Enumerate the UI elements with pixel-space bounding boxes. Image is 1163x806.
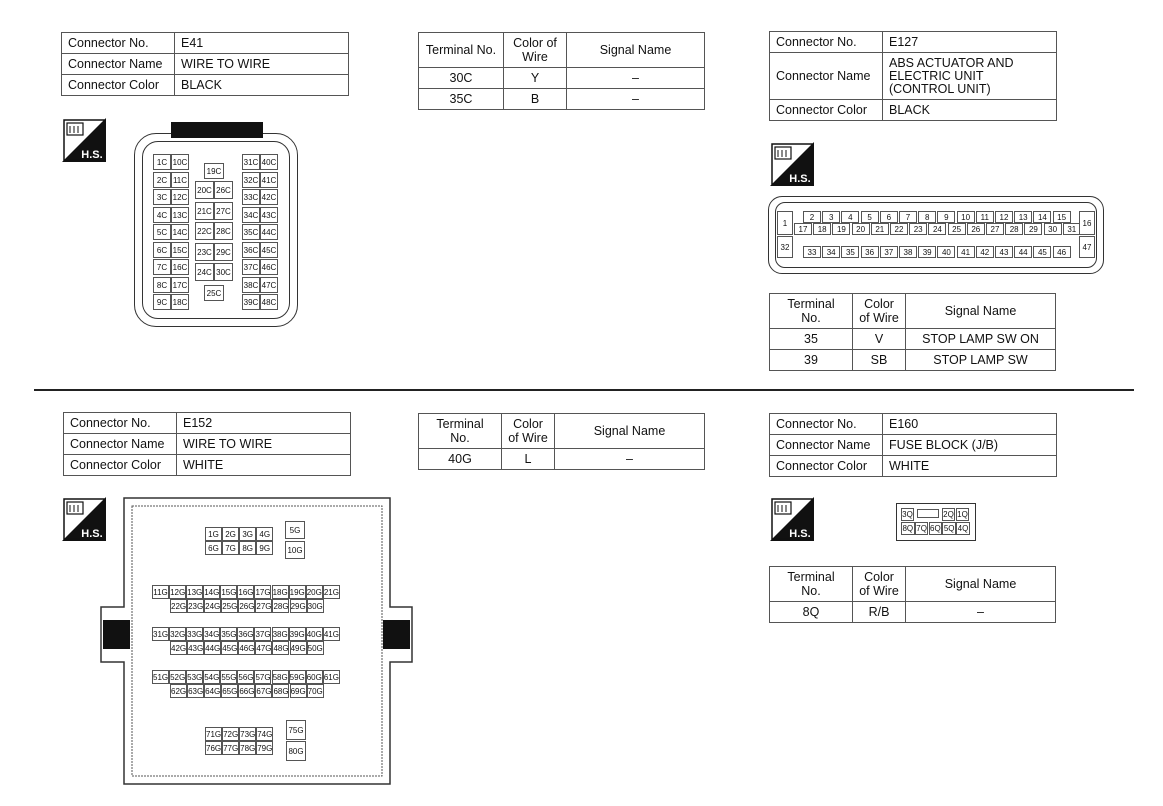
terminal-pin: 16C bbox=[171, 259, 189, 275]
terminal-pin: 2 bbox=[803, 211, 821, 223]
terminal-pin: 16G bbox=[237, 585, 254, 599]
terminal-pin: 76G bbox=[205, 741, 222, 755]
signal-name: – bbox=[906, 602, 1056, 623]
terminal-pin: 38C bbox=[242, 277, 260, 293]
e41-connector-info bbox=[61, 32, 349, 96]
terminal-pin: 19 bbox=[832, 223, 850, 235]
wire-color: Y bbox=[504, 68, 567, 89]
terminal-pin: 72G bbox=[222, 727, 239, 741]
e127-terminal-table bbox=[769, 293, 1056, 371]
signal-name: – bbox=[567, 68, 705, 89]
terminal-pin: 73G bbox=[239, 727, 256, 741]
terminal-pin: 27C bbox=[214, 202, 233, 220]
terminal-pin: 53G bbox=[186, 670, 203, 684]
terminal-pin: 39 bbox=[918, 246, 936, 258]
terminal-pin: 27 bbox=[986, 223, 1004, 235]
terminal-pin: 51G bbox=[152, 670, 169, 684]
terminal-pin: 25 bbox=[948, 223, 966, 235]
terminal-pin: 6Q bbox=[930, 524, 941, 533]
terminal-pin: 21C bbox=[195, 202, 214, 220]
terminal-pin: 15G bbox=[220, 585, 237, 599]
wire-color: R/B bbox=[853, 602, 906, 623]
terminal-pin: 44G bbox=[204, 641, 221, 655]
terminal-pin: 58G bbox=[272, 670, 289, 684]
terminal-no: 40G bbox=[419, 449, 502, 470]
terminal-pin: 37 bbox=[880, 246, 898, 258]
terminal-pin: 21G bbox=[323, 585, 340, 599]
table-row bbox=[419, 89, 705, 110]
terminal-pin: 31 bbox=[1063, 223, 1081, 235]
terminal-pin: 41 bbox=[957, 246, 975, 258]
terminal-pin: 64G bbox=[204, 684, 221, 698]
terminal-pin: 15C bbox=[171, 242, 189, 258]
terminal-pin: 26 bbox=[967, 223, 985, 235]
terminal-pin: 55G bbox=[220, 670, 237, 684]
connector-color-label: Connector Color bbox=[770, 456, 883, 477]
terminal-pin: 45 bbox=[1033, 246, 1051, 258]
hs-label: H.S. bbox=[81, 528, 103, 540]
hs-harness-side-icon bbox=[62, 118, 106, 162]
e41-lock-tab bbox=[171, 122, 263, 138]
connector-no-label: Connector No. bbox=[770, 32, 883, 53]
hs-harness-side-icon bbox=[770, 142, 814, 186]
terminal-pin: 48G bbox=[272, 641, 289, 655]
signal-name-header: Signal Name bbox=[555, 414, 705, 449]
terminal-pin: 29 bbox=[1024, 223, 1042, 235]
terminal-pin: 33C bbox=[242, 189, 260, 205]
terminal-pin: 11G bbox=[152, 585, 169, 599]
terminal-pin: 35G bbox=[220, 627, 237, 641]
connector-color-label: Connector Color bbox=[64, 455, 177, 476]
terminal-pin: 5G bbox=[285, 521, 305, 539]
terminal-pin: 22C bbox=[195, 222, 214, 240]
terminal-pin: 49G bbox=[290, 641, 307, 655]
terminal-pin: 12G bbox=[169, 585, 186, 599]
terminal-pin: 45C bbox=[260, 242, 278, 258]
terminal-no: 35 bbox=[770, 329, 853, 350]
terminal-pin: 24C bbox=[195, 263, 214, 281]
terminal-pin: 60G bbox=[306, 670, 323, 684]
terminal-pin: 19C bbox=[204, 163, 224, 179]
terminal-pin: 47C bbox=[260, 277, 278, 293]
terminal-pin: 42C bbox=[260, 189, 278, 205]
terminal-pin: 10G bbox=[285, 541, 305, 559]
hs-label: H.S. bbox=[789, 528, 811, 540]
terminal-pin: 15 bbox=[1053, 211, 1071, 223]
signal-name: – bbox=[555, 449, 705, 470]
terminal-pin: 70G bbox=[307, 684, 324, 698]
connector-no-label: Connector No. bbox=[64, 413, 177, 434]
terminal-pin: 34C bbox=[242, 207, 260, 223]
connector-color-value: WHITE bbox=[883, 456, 1057, 477]
terminal-pin: 40G bbox=[306, 627, 323, 641]
terminal-pin: 44C bbox=[260, 224, 278, 240]
terminal-pin: 28 bbox=[1005, 223, 1023, 235]
terminal-pin: 12C bbox=[171, 189, 189, 205]
terminal-pin: 29G bbox=[290, 599, 307, 613]
terminal-pin: 1Q bbox=[957, 510, 968, 519]
terminal-pin: 24 bbox=[928, 223, 946, 235]
terminal-pin: 30C bbox=[214, 263, 233, 281]
connector-color-value: BLACK bbox=[883, 100, 1057, 121]
e41-terminal-table bbox=[418, 32, 705, 110]
terminal-pin: 1 bbox=[777, 211, 793, 235]
terminal-pin: 7C bbox=[153, 259, 171, 275]
terminal-pin: 40C bbox=[260, 154, 278, 170]
terminal-pin: 36C bbox=[242, 242, 260, 258]
connector-name-value: ABS ACTUATOR AND ELECTRIC UNIT (CONTROL UNIT) bbox=[883, 53, 1057, 100]
terminal-pin: 63G bbox=[187, 684, 204, 698]
terminal-pin: 8C bbox=[153, 277, 171, 293]
wire-color: V bbox=[853, 329, 906, 350]
wire-color-header: Color of Wire bbox=[504, 33, 567, 68]
terminal-pin: 9C bbox=[153, 294, 171, 310]
terminal-pin: 13G bbox=[186, 585, 203, 599]
empty-slot bbox=[917, 509, 939, 518]
terminal-pin: 17G bbox=[254, 585, 271, 599]
section-divider bbox=[34, 389, 1134, 391]
signal-name-header: Signal Name bbox=[906, 294, 1056, 329]
terminal-pin: 78G bbox=[239, 741, 256, 755]
terminal-pin: 32 bbox=[777, 236, 793, 258]
hs-label: H.S. bbox=[81, 149, 103, 161]
terminal-pin: 52G bbox=[169, 670, 186, 684]
terminal-pin: 41C bbox=[260, 172, 278, 188]
terminal-pin: 39C bbox=[242, 294, 260, 310]
signal-name: STOP LAMP SW ON bbox=[906, 329, 1056, 350]
terminal-pin: 67G bbox=[255, 684, 272, 698]
terminal-no-header: Terminal No. bbox=[770, 294, 853, 329]
wire-color-header: Color of Wire bbox=[502, 414, 555, 449]
terminal-pin: 69G bbox=[290, 684, 307, 698]
signal-name: – bbox=[567, 89, 705, 110]
table-row bbox=[770, 329, 1056, 350]
terminal-pin: 26C bbox=[214, 181, 233, 199]
connector-no-label: Connector No. bbox=[62, 33, 175, 54]
terminal-pin: 31C bbox=[242, 154, 260, 170]
terminal-pin: 47G bbox=[255, 641, 272, 655]
terminal-pin: 28G bbox=[272, 599, 289, 613]
terminal-pin: 21 bbox=[871, 223, 889, 235]
terminal-pin: 4G bbox=[256, 527, 273, 541]
terminal-pin: 17 bbox=[794, 223, 812, 235]
terminal-pin: 23G bbox=[187, 599, 204, 613]
terminal-pin: 8 bbox=[918, 211, 936, 223]
e160-terminal-table bbox=[769, 566, 1056, 623]
terminal-pin: 61G bbox=[323, 670, 340, 684]
terminal-pin: 4 bbox=[841, 211, 859, 223]
terminal-pin: 18G bbox=[272, 585, 289, 599]
terminal-pin: 36G bbox=[237, 627, 254, 641]
terminal-pin: 29C bbox=[214, 243, 233, 261]
wire-color-header: Color of Wire bbox=[853, 294, 906, 329]
terminal-pin: 25C bbox=[204, 285, 224, 301]
terminal-pin: 5 bbox=[861, 211, 879, 223]
connector-no-value: E152 bbox=[177, 413, 351, 434]
connector-name-label: Connector Name bbox=[770, 435, 883, 456]
terminal-pin: 7Q bbox=[916, 524, 927, 533]
terminal-pin: 79G bbox=[256, 741, 273, 755]
hs-harness-side-icon bbox=[770, 497, 814, 541]
terminal-pin: 43C bbox=[260, 207, 278, 223]
terminal-pin: 8Q bbox=[902, 524, 914, 533]
terminal-pin: 48C bbox=[260, 294, 278, 310]
signal-name-header: Signal Name bbox=[906, 567, 1056, 602]
terminal-pin: 9 bbox=[937, 211, 955, 223]
wire-color-header: Color of Wire bbox=[853, 567, 906, 602]
terminal-pin: 3Q bbox=[902, 510, 913, 519]
terminal-pin: 80G bbox=[286, 741, 306, 761]
terminal-pin: 37C bbox=[242, 259, 260, 275]
terminal-pin: 2G bbox=[222, 527, 239, 541]
terminal-no: 8Q bbox=[770, 602, 853, 623]
terminal-pin: 75G bbox=[286, 720, 306, 740]
terminal-pin: 20C bbox=[195, 181, 214, 199]
terminal-pin: 3 bbox=[822, 211, 840, 223]
terminal-pin: 4Q bbox=[957, 524, 969, 533]
terminal-pin: 38G bbox=[272, 627, 289, 641]
terminal-pin: 25G bbox=[221, 599, 238, 613]
terminal-pin: 11C bbox=[171, 172, 189, 188]
terminal-pin: 19G bbox=[289, 585, 306, 599]
hs-label: H.S. bbox=[789, 173, 811, 185]
terminal-pin: 16 bbox=[1079, 211, 1095, 235]
terminal-pin: 46C bbox=[260, 259, 278, 275]
terminal-pin: 10C bbox=[171, 154, 189, 170]
terminal-pin: 47 bbox=[1079, 236, 1095, 258]
terminal-pin: 36 bbox=[861, 246, 879, 258]
terminal-pin: 30G bbox=[307, 599, 324, 613]
terminal-pin: 44 bbox=[1014, 246, 1032, 258]
terminal-pin: 3C bbox=[153, 189, 171, 205]
terminal-pin: 13 bbox=[1014, 211, 1032, 223]
terminal-pin: 2Q bbox=[943, 510, 954, 519]
table-row bbox=[770, 350, 1056, 371]
terminal-pin: 57G bbox=[254, 670, 271, 684]
terminal-pin: 8G bbox=[239, 541, 256, 555]
terminal-pin: 46 bbox=[1053, 246, 1071, 258]
terminal-pin: 65G bbox=[221, 684, 238, 698]
terminal-pin: 6C bbox=[153, 242, 171, 258]
terminal-pin: 13C bbox=[171, 207, 189, 223]
wire-color: L bbox=[502, 449, 555, 470]
terminal-pin: 20 bbox=[852, 223, 870, 235]
terminal-pin: 22G bbox=[170, 599, 187, 613]
connector-name-value: FUSE BLOCK (J/B) bbox=[883, 435, 1057, 456]
terminal-pin: 41G bbox=[323, 627, 340, 641]
terminal-pin: 17C bbox=[171, 277, 189, 293]
terminal-no-header: Terminal No. bbox=[419, 414, 502, 449]
terminal-pin: 42G bbox=[170, 641, 187, 655]
e127-connector-info bbox=[769, 31, 1057, 121]
terminal-pin: 38 bbox=[899, 246, 917, 258]
terminal-pin: 27G bbox=[255, 599, 272, 613]
terminal-pin: 39G bbox=[289, 627, 306, 641]
terminal-pin: 74G bbox=[256, 727, 273, 741]
terminal-no: 30C bbox=[419, 68, 504, 89]
connector-color-value: BLACK bbox=[175, 75, 349, 96]
terminal-pin: 40 bbox=[937, 246, 955, 258]
terminal-pin: 24G bbox=[204, 599, 221, 613]
terminal-no: 35C bbox=[419, 89, 504, 110]
terminal-pin: 3G bbox=[239, 527, 256, 541]
wire-color: B bbox=[504, 89, 567, 110]
terminal-pin: 6 bbox=[880, 211, 898, 223]
terminal-pin: 9G bbox=[256, 541, 273, 555]
terminal-pin: 59G bbox=[289, 670, 306, 684]
signal-name-header: Signal Name bbox=[567, 33, 705, 68]
terminal-pin: 10 bbox=[957, 211, 975, 223]
terminal-no: 39 bbox=[770, 350, 853, 371]
terminal-pin: 5Q bbox=[943, 524, 955, 533]
terminal-pin: 18 bbox=[813, 223, 831, 235]
terminal-pin: 1G bbox=[205, 527, 222, 541]
terminal-pin: 7 bbox=[899, 211, 917, 223]
terminal-pin: 4C bbox=[153, 207, 171, 223]
terminal-pin: 32G bbox=[169, 627, 186, 641]
terminal-pin: 71G bbox=[205, 727, 222, 741]
terminal-pin: 30 bbox=[1044, 223, 1062, 235]
terminal-pin: 46G bbox=[238, 641, 255, 655]
terminal-pin: 23C bbox=[195, 243, 214, 261]
table-row bbox=[419, 68, 705, 89]
terminal-pin: 33 bbox=[803, 246, 821, 258]
terminal-pin: 33G bbox=[186, 627, 203, 641]
terminal-pin: 56G bbox=[237, 670, 254, 684]
terminal-pin: 12 bbox=[995, 211, 1013, 223]
terminal-pin: 1C bbox=[153, 154, 171, 170]
terminal-pin: 7G bbox=[222, 541, 239, 555]
connector-color-label: Connector Color bbox=[770, 100, 883, 121]
terminal-pin: 50G bbox=[307, 641, 324, 655]
terminal-pin: 34 bbox=[822, 246, 840, 258]
terminal-pin: 43 bbox=[995, 246, 1013, 258]
terminal-no-header: Terminal No. bbox=[770, 567, 853, 602]
table-row bbox=[770, 602, 1056, 623]
connector-name-value: WIRE TO WIRE bbox=[175, 54, 349, 75]
table-row bbox=[419, 449, 705, 470]
wire-color: SB bbox=[853, 350, 906, 371]
terminal-pin: 14G bbox=[203, 585, 220, 599]
terminal-pin: 37G bbox=[254, 627, 271, 641]
terminal-pin: 62G bbox=[170, 684, 187, 698]
connector-color-label: Connector Color bbox=[62, 75, 175, 96]
connector-name-label: Connector Name bbox=[62, 54, 175, 75]
e160-connector-info bbox=[769, 413, 1057, 477]
signal-name: STOP LAMP SW bbox=[906, 350, 1056, 371]
terminal-pin: 26G bbox=[238, 599, 255, 613]
terminal-no-header: Terminal No. bbox=[419, 33, 504, 68]
terminal-pin: 14 bbox=[1033, 211, 1051, 223]
terminal-pin: 66G bbox=[238, 684, 255, 698]
terminal-pin: 6G bbox=[205, 541, 222, 555]
e152-connector-info bbox=[63, 412, 351, 476]
terminal-pin: 43G bbox=[187, 641, 204, 655]
connector-name-label: Connector Name bbox=[770, 53, 883, 100]
terminal-pin: 77G bbox=[222, 741, 239, 755]
connector-no-value: E127 bbox=[883, 32, 1057, 53]
terminal-pin: 31G bbox=[152, 627, 169, 641]
terminal-pin: 35C bbox=[242, 224, 260, 240]
terminal-pin: 34G bbox=[203, 627, 220, 641]
terminal-pin: 28C bbox=[214, 222, 233, 240]
terminal-pin: 2C bbox=[153, 172, 171, 188]
terminal-pin: 23 bbox=[909, 223, 927, 235]
terminal-pin: 11 bbox=[976, 211, 994, 223]
terminal-pin: 5C bbox=[153, 224, 171, 240]
e152-terminal-table bbox=[418, 413, 705, 470]
terminal-pin: 35 bbox=[841, 246, 859, 258]
connector-no-label: Connector No. bbox=[770, 414, 883, 435]
terminal-pin: 22 bbox=[890, 223, 908, 235]
terminal-pin: 42 bbox=[976, 246, 994, 258]
terminal-pin: 20G bbox=[306, 585, 323, 599]
connector-no-value: E160 bbox=[883, 414, 1057, 435]
terminal-pin: 32C bbox=[242, 172, 260, 188]
connector-name-label: Connector Name bbox=[64, 434, 177, 455]
connector-color-value: WHITE bbox=[177, 455, 351, 476]
terminal-pin: 54G bbox=[203, 670, 220, 684]
terminal-pin: 45G bbox=[221, 641, 238, 655]
connector-name-value: WIRE TO WIRE bbox=[177, 434, 351, 455]
connector-no-value: E41 bbox=[175, 33, 349, 54]
terminal-pin: 14C bbox=[171, 224, 189, 240]
terminal-pin: 18C bbox=[171, 294, 189, 310]
terminal-pin: 68G bbox=[272, 684, 289, 698]
